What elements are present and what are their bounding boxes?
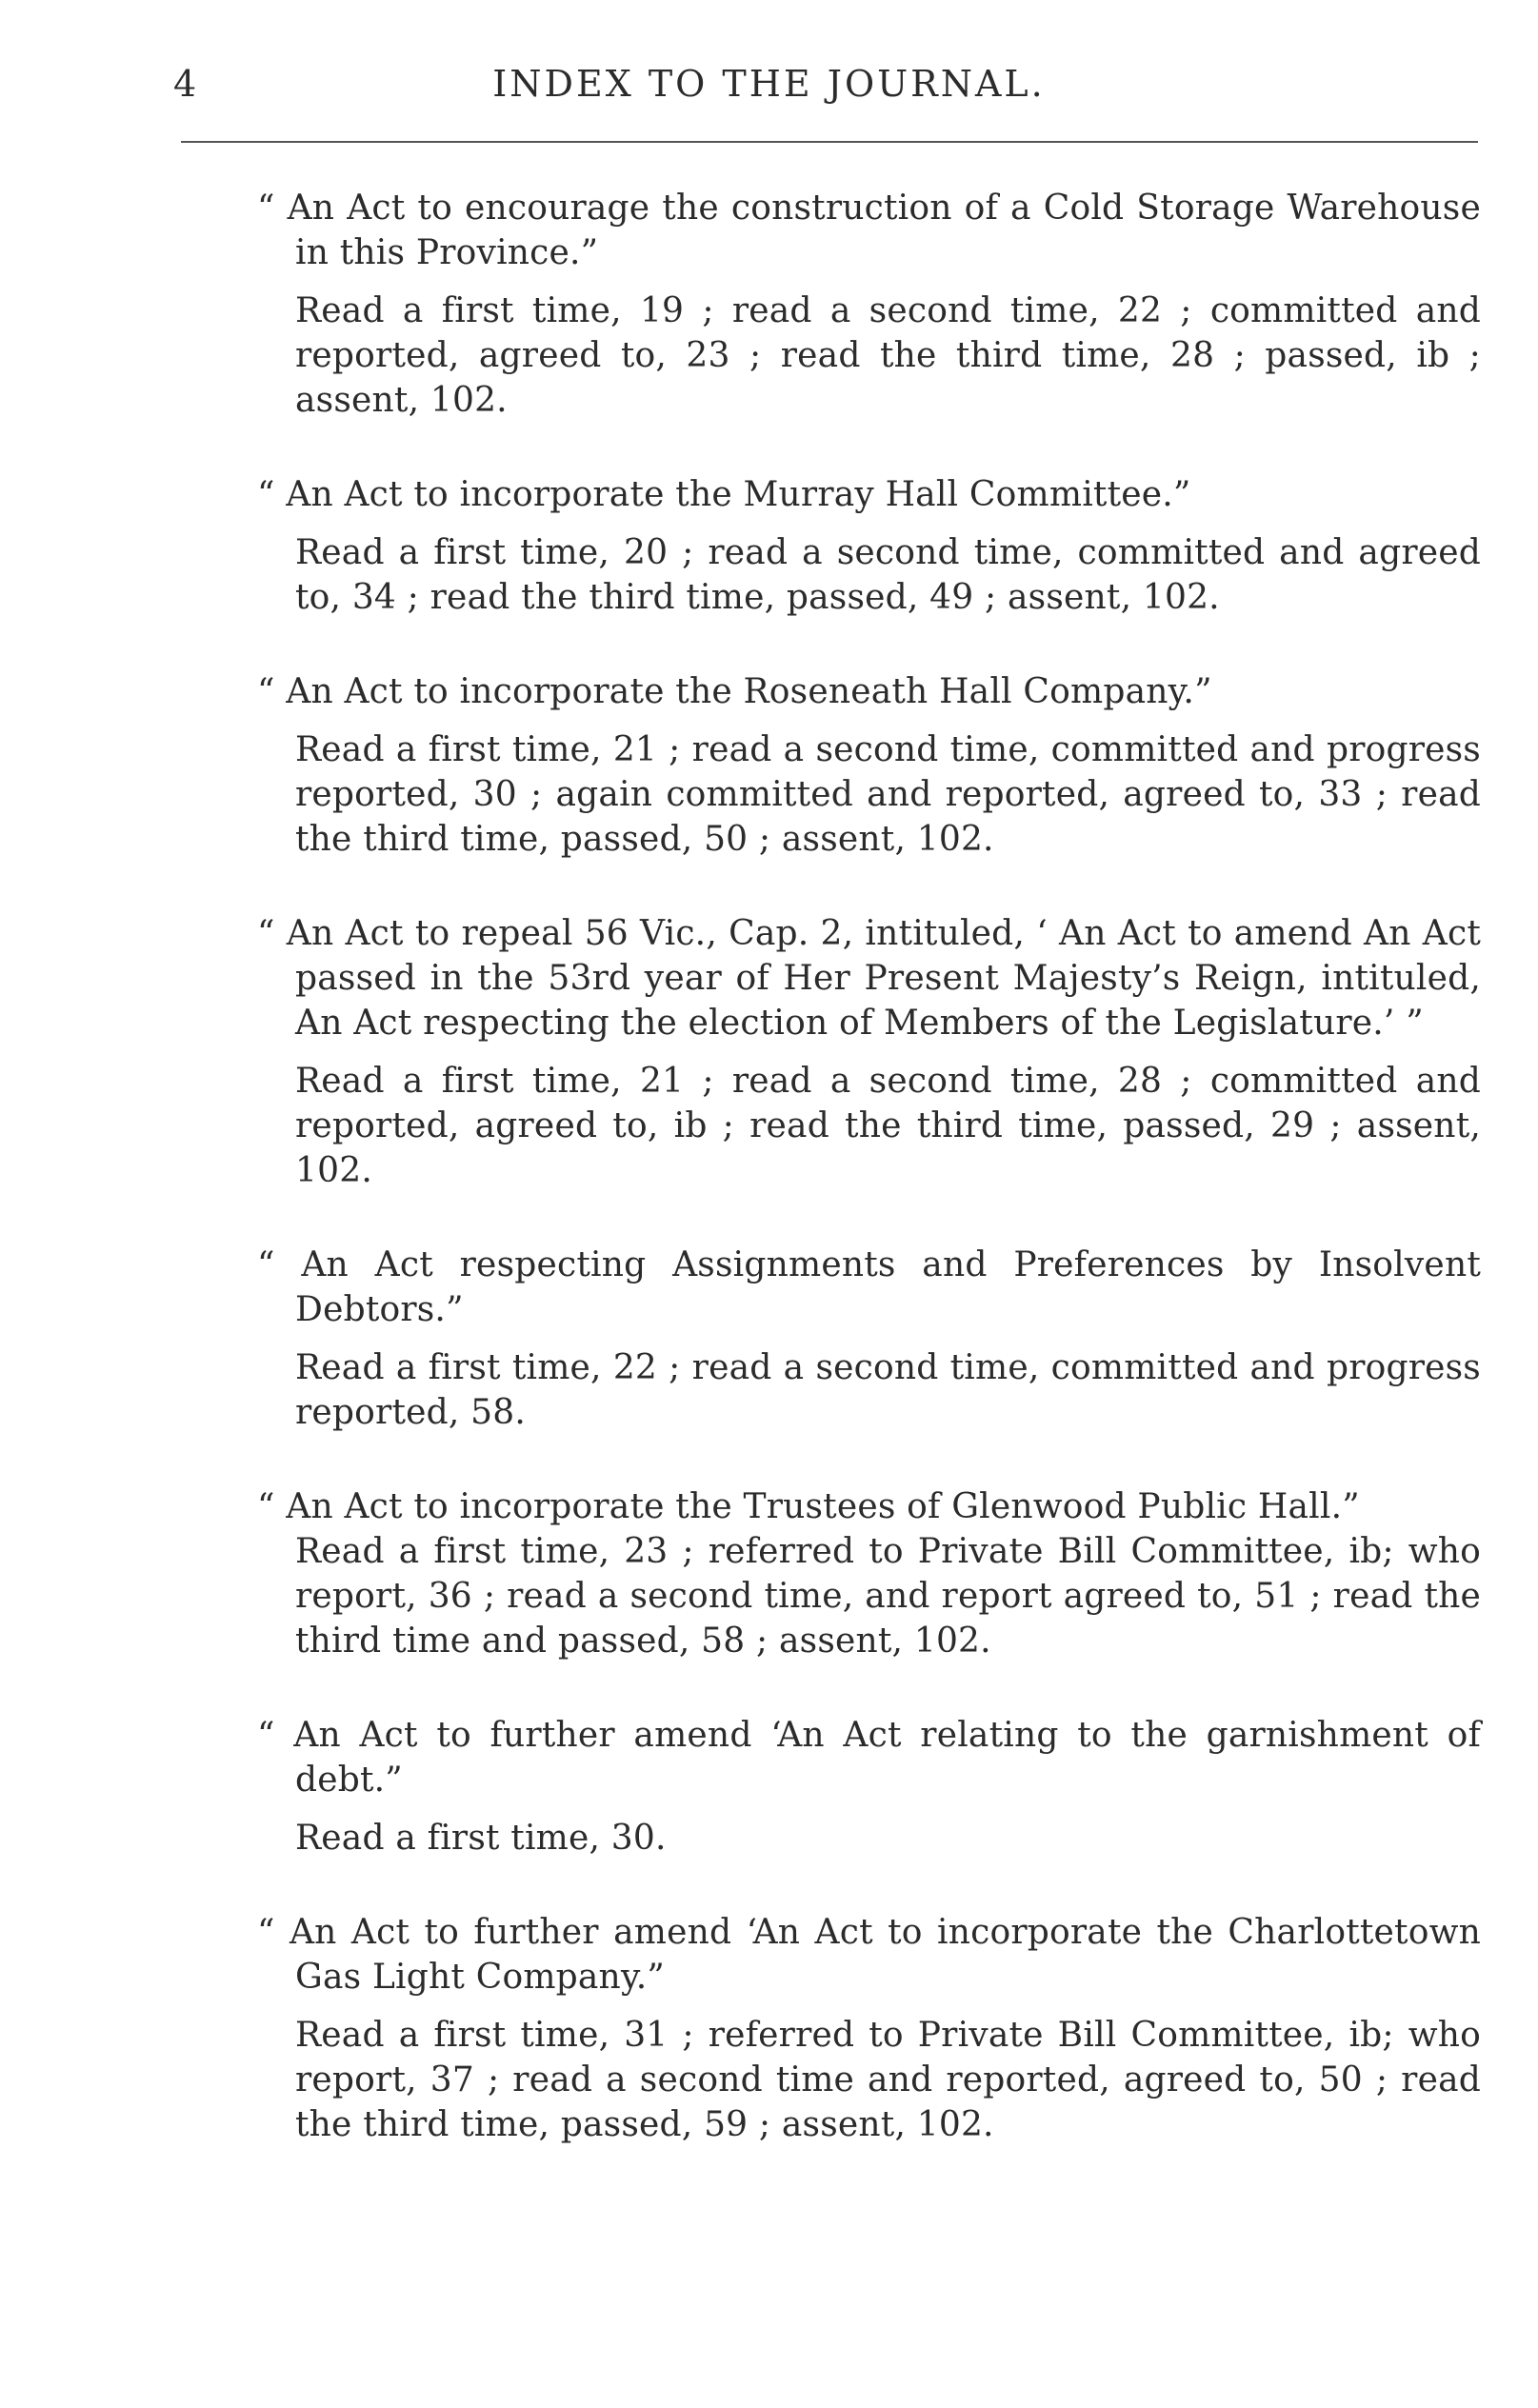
act-proceedings: Read a first time, 21 ; read a second time, committed and progress reported, 30 ; again committed and reported, agreed to, 33 ; read the third time, passed, 50 ; assent, 102. xyxy=(295,730,1481,859)
index-entry xyxy=(0,1243,1538,1435)
act-title: “ An Act respecting Assignments and Preferences by Insolvent Debtors.” xyxy=(257,1245,1481,1329)
act-title: “ An Act to further amend ‘An Act relating to the garnishment of debt.” xyxy=(257,1716,1481,1800)
index-entry xyxy=(0,1484,1538,1663)
act-proceedings: Read a first time, 31 ; referred to Private Bill Committee, ib; who report, 37 ; read a second time and reported, agreed to, 50 ; read the third time, passed, 59 ; assent, 102. xyxy=(295,2016,1481,2144)
header-rule xyxy=(181,141,1478,143)
act-title: “ An Act to incorporate the Trustees of Glenwood Public Hall.” xyxy=(257,1487,1360,1526)
act-proceedings: Read a first time, 30. xyxy=(295,1819,667,1858)
act-proceedings: Read a first time, 20 ; read a second time, committed and agreed to, 34 ; read the third time, passed, 49 ; assent, 102. xyxy=(295,533,1481,617)
act-proceedings: Read a first time, 22 ; read a second time, committed and progress reported, 58. xyxy=(295,1348,1481,1432)
index-entry xyxy=(0,472,1538,620)
act-proceedings: Read a first time, 19 ; read a second time, 22 ; committed and reported, agreed to, 23 ; read the third time, 28 ; passed, ib ; assent, 102. xyxy=(295,291,1481,420)
act-title: “ An Act to further amend ‘An Act to incorporate the Charlottetown Gas Light Company.” xyxy=(257,1913,1481,1997)
index-entry xyxy=(0,911,1538,1193)
index-entries xyxy=(0,186,1538,2147)
page-number: 4 xyxy=(173,63,198,105)
index-entry xyxy=(0,1713,1538,1861)
index-entry xyxy=(0,1910,1538,2147)
act-title: “ An Act to encourage the construction of a Cold Storage Warehouse in this Province.” xyxy=(257,189,1481,272)
index-entry xyxy=(0,669,1538,862)
act-title: “ An Act to repeal 56 Vic., Cap. 2, intituled, ‘ An Act to amend An Act passed in the 53rd year of Her Present Majesty’s Reign, intituled, An Act respecting the election of Members of the Legislature.’ ” xyxy=(257,914,1481,1043)
running-head: INDEX TO THE JOURNAL. xyxy=(492,63,1046,105)
act-title: “ An Act to incorporate the Roseneath Hall Company.” xyxy=(257,672,1212,711)
act-proceedings: Read a first time, 23 ; referred to Private Bill Committee, ib; who report, 36 ; read a second time, and report agreed to, 51 ; read the third time and passed, 58 ; assent, 102. xyxy=(295,1532,1481,1661)
act-proceedings: Read a first time, 21 ; read a second time, 28 ; committed and reported, agreed to, ib ; read the third time, passed, 29 ; assent, 102. xyxy=(295,1062,1481,1190)
act-title: “ An Act to incorporate the Murray Hall Committee.” xyxy=(257,475,1191,514)
index-entry xyxy=(0,186,1538,423)
